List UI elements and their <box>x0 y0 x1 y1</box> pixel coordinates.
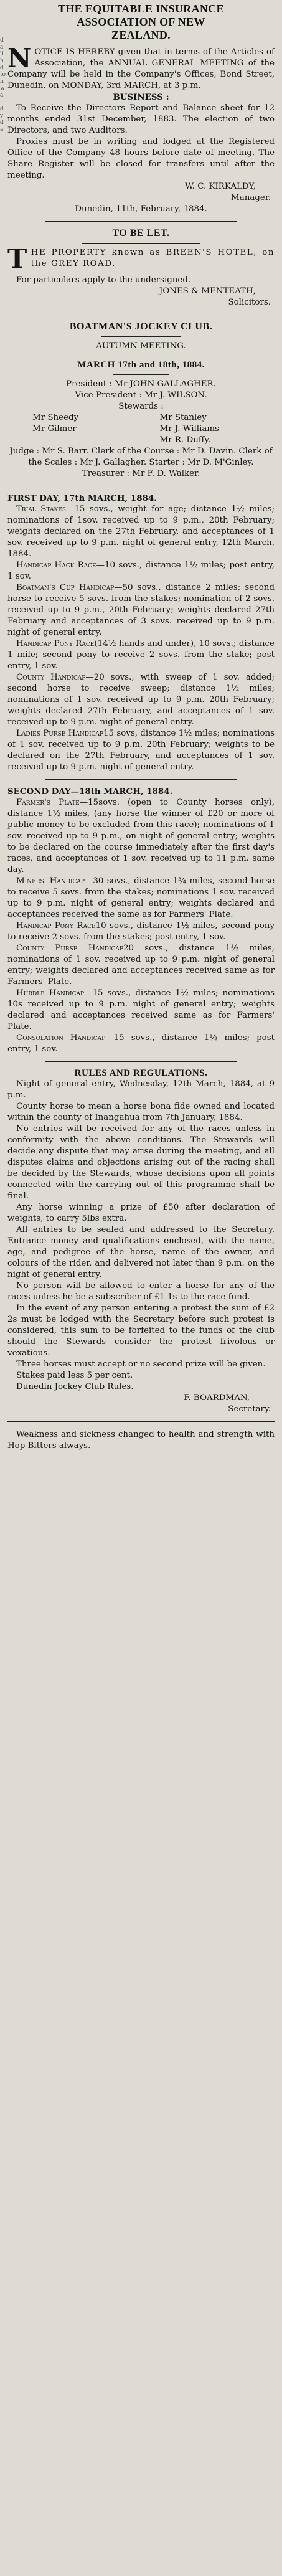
steward-name: Mr Stanley <box>159 413 207 422</box>
jockey-signatory-role: Secretary. <box>228 1404 271 1414</box>
jockey-title: BOATMAN'S JOCKEY CLUB. <box>69 321 213 332</box>
race-event <box>7 921 275 943</box>
race-event <box>7 1033 275 1055</box>
stewards-label: Stewards : <box>118 402 164 411</box>
race-name: Handicap Hack Race <box>16 561 96 570</box>
divider <box>7 1421 275 1423</box>
to-let-dropcap: T <box>7 244 28 274</box>
business-label: BUSINESS : <box>113 92 169 102</box>
officials-text: Judge : Mr S. Barr. Clerk of the Course : Mr D. Davin. Clerk of the Scales : Mr J. Gallagher. Starter : Mr D. M'Ginley. Treasurer : Mr F. D. Walker. <box>9 447 273 478</box>
race-event <box>7 797 275 876</box>
steward-name <box>32 435 141 446</box>
steward-name: Mr Sheedy <box>32 413 79 422</box>
race-event <box>7 560 275 582</box>
divider <box>101 336 181 337</box>
equitable-date: Dunedin, 11th, February, 1884. <box>75 204 207 214</box>
steward-name: Mr R. Duffy. <box>159 435 211 445</box>
equitable-insurance-notice <box>7 2 275 215</box>
race-event <box>7 504 275 560</box>
notice-text: OTICE IS HEREBY given that in terms of the Articles of Association, the ANNUAL GENERAL MEETING of the Company will be held in the Company's Offices, Bond Street, Dunedin, on MONDAY, 3rd MARCH, at 3 p.m. <box>7 47 275 90</box>
race-conditions: —15 sovs., distance 1½ miles; post entry, 1 sov. <box>7 1033 275 1054</box>
divider <box>45 779 237 780</box>
rule-paragraph: In the event of any person entering a protest the sum of £2 2s must be lodged with the Secretary before such protest is considered, this sum to be forfeited to the funds of the club should the Stewards consider the protest frivolous or vexatious. <box>7 1304 275 1358</box>
rule-paragraph: No entries will be received for any of the races unless in conformity with the above conditions. The Stewards will decide any dispute that may arise during the meeting, and all disputes claims and objections arising out of the racing shall be decided by the Stewards, whose decisions upon all points connected with the carrying out of this programme shall be final. <box>7 1124 275 1201</box>
margin-fragments: d a li h d to n w a d y d a <box>0 37 6 133</box>
race-event <box>7 582 275 638</box>
vice-president-line: Vice-President : Mr J. WILSON. <box>75 391 207 400</box>
rule-paragraph: All entries to be sealed and addressed to the Secretary. Entrance money and qualifications enclosed, with the name, age, and pedigree of the horse, name of the owner, and colours of the rider, and delivered not later than 9 p.m. on the night of general entry. <box>7 1225 275 1279</box>
divider <box>45 1061 237 1062</box>
race-conditions: 10 sovs., distance 1½ miles, second pony to receive 2 sovs. from the stakes; post entry, 1 sov. <box>7 921 275 942</box>
day1-events <box>7 504 275 773</box>
race-conditions: 15 sovs, distance 1½ miles; nominations of 1 sov. received up to 9 p.m. 20th February; weights to be declared on the 27th February, and acceptances of 1 sov. received up to 9 p.m. night of general entry. <box>7 729 275 772</box>
notice-dropcap: N <box>7 43 32 73</box>
rule-paragraph: Stakes paid less 5 per cent. <box>16 1371 133 1380</box>
race-conditions: —15 sovs., weight for age; distance 1½ miles; nominations of 1sov. received up to 9 p.m., 20th February; weights declared on the 27th February, and acceptances of 1 sov. received up to 9 p.m. night of general entry, 12th March, 1884. <box>7 504 275 559</box>
business-text: To Receive the Directors Report and Balance sheet for 12 months ended 31st December, 1883. The election of two Directors, and two Auditors. <box>7 103 275 135</box>
jockey-signatory: F. BOARDMAN, <box>184 1393 250 1403</box>
race-event <box>7 943 275 988</box>
race-conditions: —10 sovs., distance 1½ miles; post entry, 1 sov. <box>7 561 275 581</box>
president-line: President : Mr JOHN GALLAGHER. <box>66 379 216 389</box>
steward-name: Mr Gilmer <box>32 424 77 433</box>
race-conditions: —15sovs. (open to County horses only), distance 1½ miles, (any horse the winner of £20 or more of public money to be excluded from this race); nominations of 1 sov. received up to 9 p.m., on night of general entry; weights to be declared on the course immediately after the first day's races, and acceptances of 1 sov. received up to 11 p.m. same day. <box>7 798 275 874</box>
race-event <box>7 638 275 672</box>
race-event <box>7 876 275 921</box>
race-name: Boatman's Cup Handicap <box>16 583 115 592</box>
to-let-signatory-role: Solicitors. <box>228 298 271 307</box>
race-name: Consolation Handicap <box>16 1033 106 1043</box>
meeting-name: AUTUMN MEETING. <box>96 341 186 351</box>
equitable-title-line2: ASSOCIATION OF NEW <box>77 16 205 28</box>
race-conditions: —20 sovs., with sweep of 1 sov. added; second horse to receive sweep; distance 1½ miles; nominations of 1 sov. received up to 9 p.m. 20th February; weights declared 27th February, and acceptances of 1 sov. received up to 9 p.m. night of general entry. <box>7 673 275 727</box>
day1-heading: FIRST DAY, 17th MARCH, 1884. <box>7 493 157 503</box>
race-name: Ladies Purse Handicap <box>16 729 103 738</box>
divider <box>82 243 200 244</box>
rule-paragraph: No person will be allowed to enter a horse for any of the races unless he be a subscriber of £1 1s to the race fund. <box>7 1281 275 1302</box>
race-name: Miners' Handicap <box>16 876 85 886</box>
to-let-heading: TO BE LET. <box>112 228 170 239</box>
rule-paragraph: County horse to mean a horse bona fide owned and located within the county of Inangahua from 7th January, 1884. <box>7 1102 275 1122</box>
rule-paragraph: Dunedin Jockey Club Rules. <box>16 1382 134 1391</box>
proxies-text: Proxies must be in writing and lodged at the Registered Office of the Company 48 hours before date of meeting. The Share Register will be closed for transfers until after the meeting. <box>7 137 275 180</box>
race-conditions: —15 sovs., distance 1½ miles; nominations 10s received up to 9 p.m. night of general entry; weights declared and acceptances received same as for Farmers' Plate. <box>7 988 275 1031</box>
day2-events <box>7 797 275 1055</box>
race-conditions: 20 sovs., distance 1½ miles, nominations of 1 sov. received up to 9 p.m. night of general entry; weights declared and acceptances received same as for Farmers' Plate. <box>7 944 275 987</box>
to-let-particulars: For particulars apply to the undersigned. <box>16 275 191 285</box>
divider <box>113 374 169 375</box>
rule-paragraph: Any horse winning a prize of £50 after declaration of weights, to carry 5lbs extra. <box>7 1203 275 1223</box>
race-name: Hurdle Handicap <box>16 988 85 998</box>
equitable-title-line3: ZEALAND. <box>111 29 171 41</box>
equitable-title-line1: THE EQUITABLE INSURANCE <box>58 2 224 15</box>
race-conditions: —30 sovs., distance 1¾ miles, second horse to receive 5 sovs. from the stakes; nominations 1 sov. received up to 9 p.m. night of general entry; weights declared and acceptances received the same as for Farmers' Plate. <box>7 876 275 919</box>
race-event <box>7 728 275 773</box>
stewards-list <box>7 412 275 446</box>
rules-list <box>7 1079 275 1393</box>
race-name: Handicap Pony Race <box>16 639 95 648</box>
meeting-dates: MARCH 17th and 18th, 1884. <box>77 360 205 370</box>
to-let-body <box>7 244 275 274</box>
rule-paragraph: Night of general entry, Wednesday, 12th March, 1884, at 9 p.m. <box>7 1079 275 1100</box>
race-name: Handicap Pony Race <box>16 921 96 930</box>
race-name: Trial Stakes <box>16 504 66 514</box>
steward-name: Mr J. Williams <box>159 424 219 433</box>
to-let-notice <box>7 228 275 308</box>
day2-heading: SECOND DAY—18th MARCH, 1884. <box>7 787 173 797</box>
rules-heading: RULES AND REGULATIONS. <box>74 1068 208 1078</box>
equitable-signatory-role: Manager. <box>231 193 271 202</box>
rule-paragraph: Three horses must accept or no second prize will be given. <box>16 1360 266 1369</box>
race-event <box>7 988 275 1033</box>
race-name: County Purse Handicap <box>16 944 123 953</box>
equitable-notice-paragraph <box>7 43 275 92</box>
race-conditions: (14½ hands and under), 10 sovs.; distance 1 mile; second pony to receive 2 sovs. from the stake; post entry, 1 sov. <box>7 639 275 671</box>
equitable-signatory: W. C. KIRKALDY, <box>185 182 256 191</box>
to-let-text: HE PROPERTY known as BREEN'S HOTEL, on the GREY ROAD. <box>31 248 275 268</box>
race-name: County Handicap <box>16 673 86 682</box>
jockey-club-programme <box>7 321 275 1415</box>
hop-bitters-notice: Weakness and sickness changed to health and strength with Hop Bitters always. <box>7 1430 275 1451</box>
to-let-signatory: JONES & MENTEATH, <box>159 286 256 296</box>
race-event <box>7 672 275 728</box>
race-conditions: —50 sovs., distance 2 miles; second horse to receive 5 sovs. from the stakes; nomination of 2 sovs. received up to 9 p.m., 20th February; weights declared 27th February and acceptances of 3 sovs. received up to 9 p.m. night of general entry. <box>7 583 275 637</box>
divider <box>45 221 237 222</box>
race-name: Farmer's Plate <box>16 798 80 807</box>
